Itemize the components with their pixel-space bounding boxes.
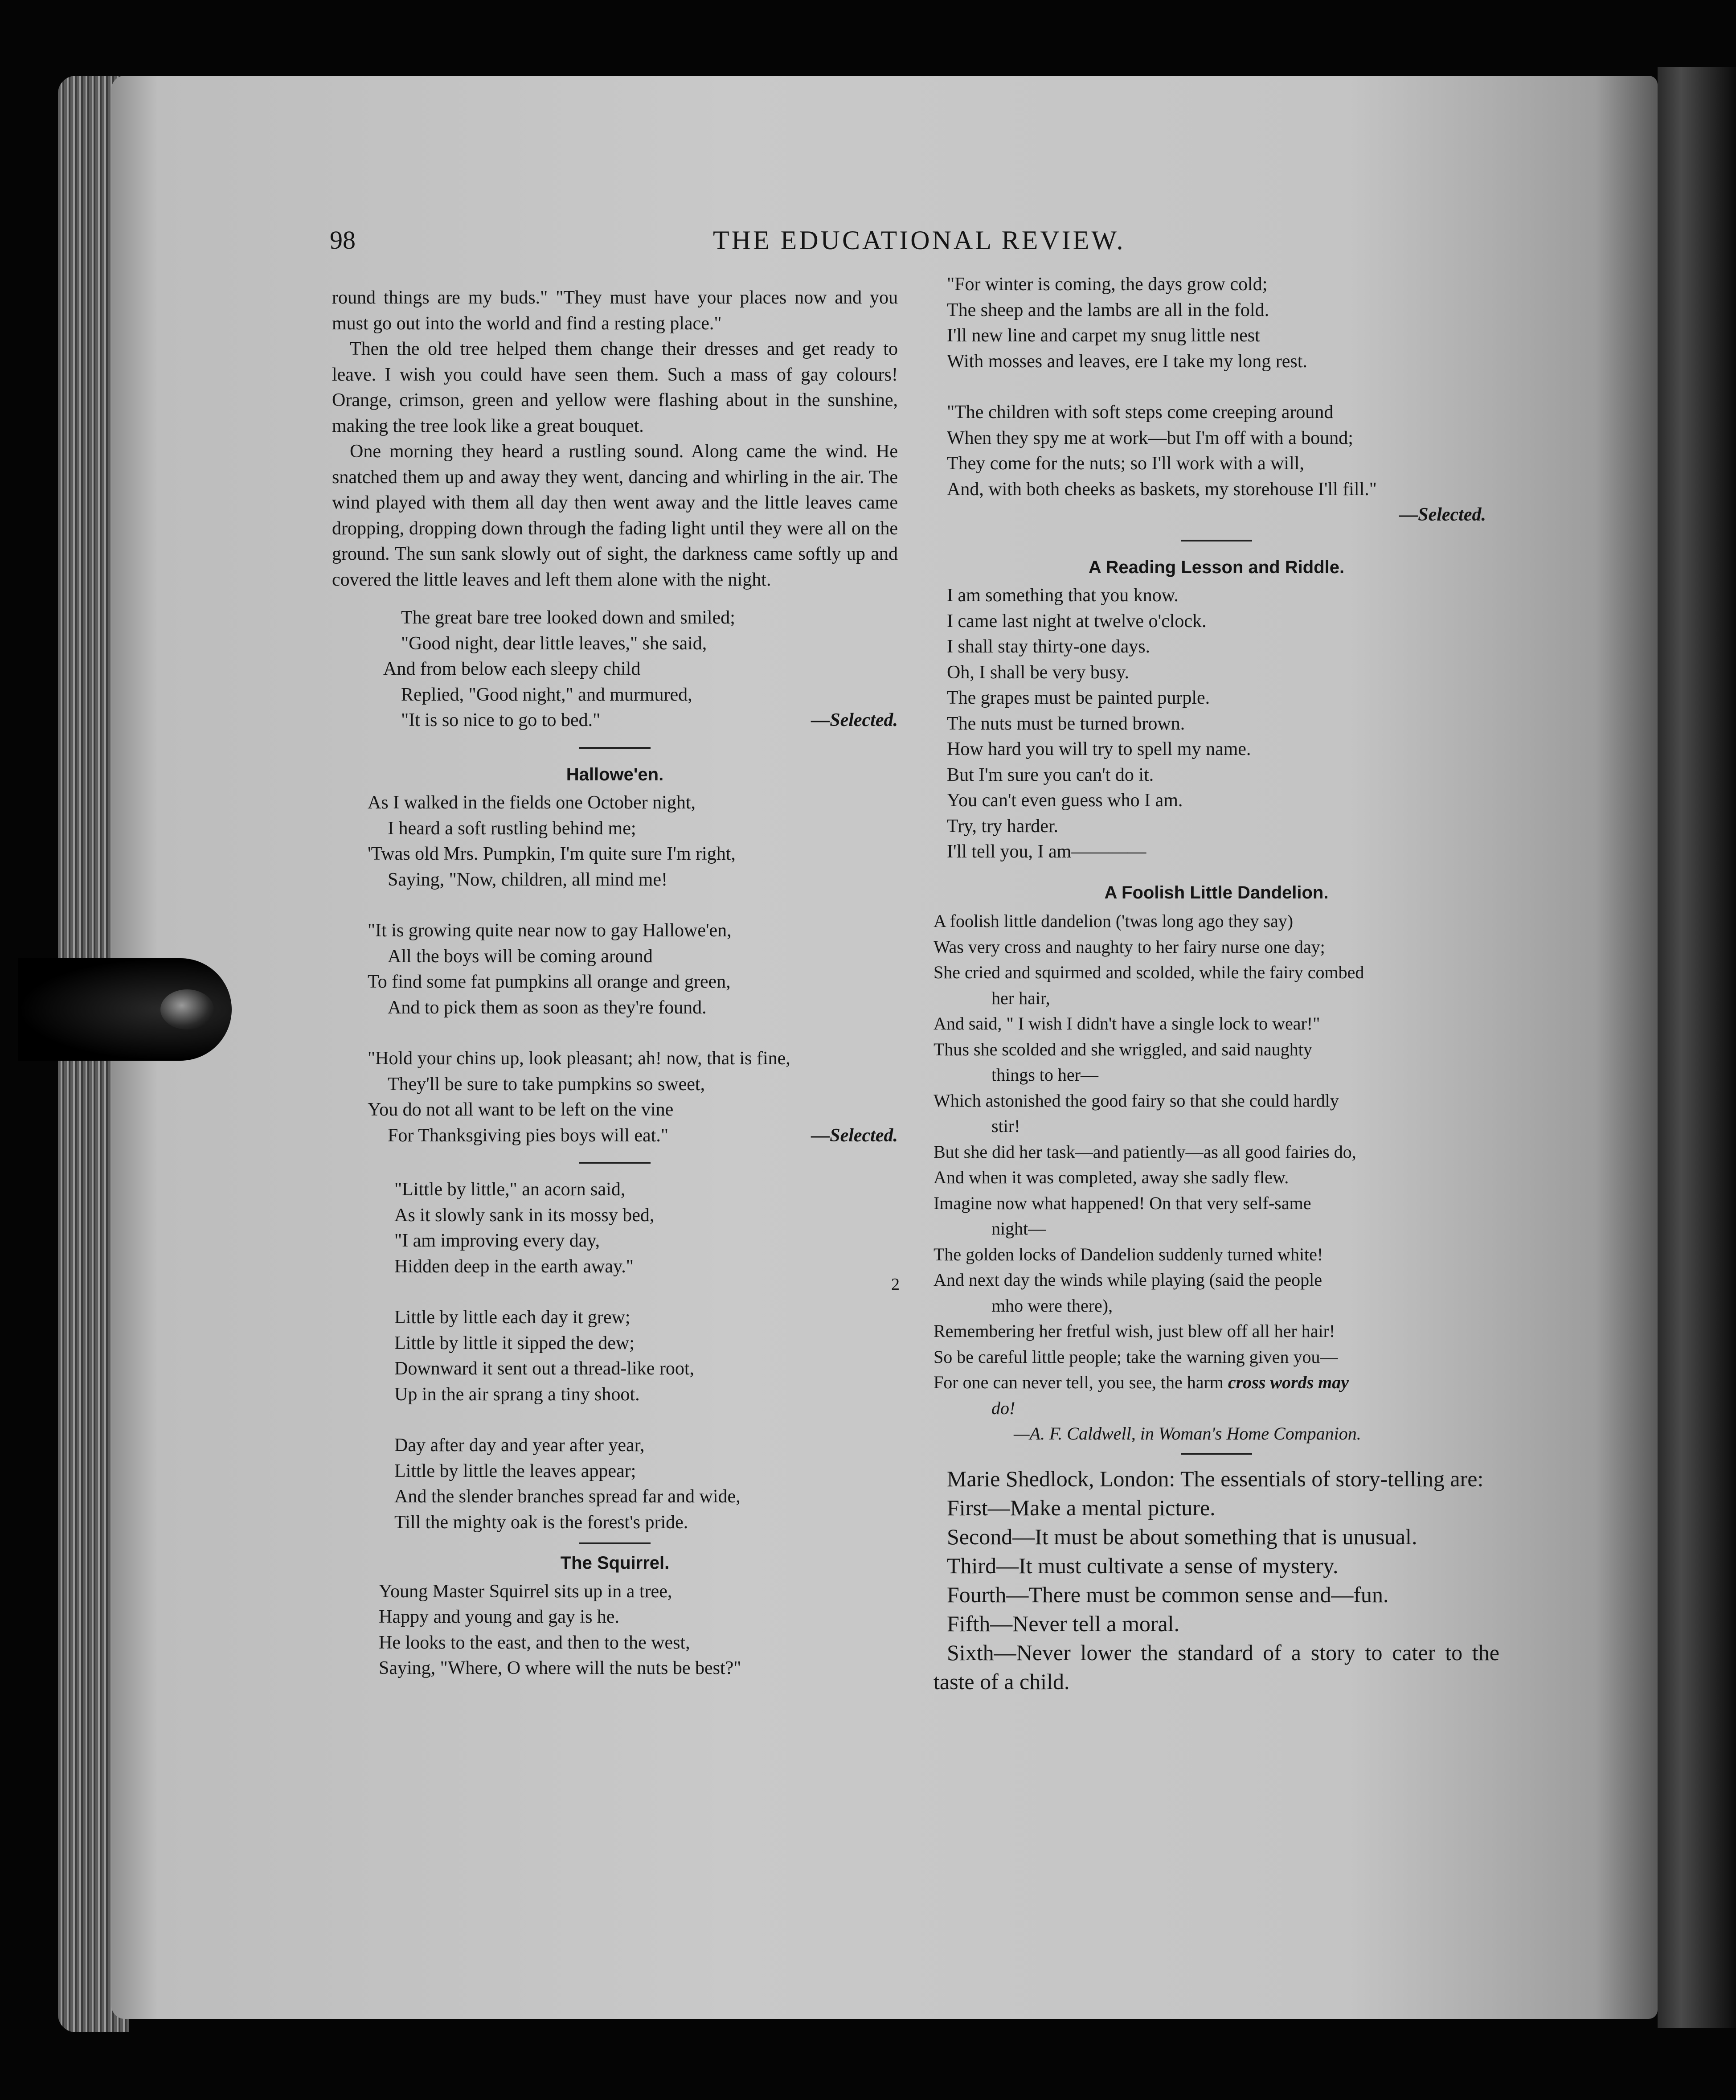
section-heading: The Squirrel.	[560, 1553, 670, 1573]
verse-line: mho were there),	[991, 1295, 1113, 1316]
verse-line: He looks to the east, and then to the west,	[379, 1632, 690, 1653]
verse-line: Saying, "Now, children, all mind me!	[388, 869, 667, 890]
verse-line: And next day the winds while playing (said the people	[934, 1270, 1322, 1290]
verse-line: Was very cross and naughty to her fairy nurse one day;	[934, 936, 1325, 957]
verse-line: Saying, "Where, O where will the nuts be best?"	[379, 1658, 741, 1678]
left-column	[332, 285, 898, 1682]
essay-intro: Marie Shedlock, London: The essentials of story-telling are:	[947, 1466, 1484, 1491]
verse-line: I shall stay thirty-one days.	[947, 636, 1151, 657]
verse-line: And to pick them as soon as they're found.	[388, 997, 707, 1018]
verse-line: You can't even guess who I am.	[947, 790, 1183, 811]
section-divider	[579, 1162, 651, 1164]
essay-point: Second—It must be about something that is unusual.	[947, 1524, 1417, 1549]
verse-line: You do not all want to be left on the vine	[368, 1099, 674, 1120]
section-heading: A Foolish Little Dandelion.	[1104, 882, 1329, 902]
attribution: —Selected.	[811, 1125, 898, 1146]
section-divider	[1181, 1453, 1252, 1455]
verse-line: Up in the air sprang a tiny shoot.	[394, 1384, 640, 1405]
tree-verse	[332, 605, 898, 734]
verse-line: things to her—	[991, 1065, 1098, 1085]
intro-paragraph: One morning they heard a rustling sound. Along came the wind. He snatched them up and away they went, dancing and whirling in the air. The wind played with them all day then went away and the little leaves came dropping, dropping down through the fading light until they were all on the ground. The sun sank slowly out of sight, the darkness came softly up and covered the little leaves and left them alone with the night.	[332, 441, 898, 590]
verse-line: Little by little it sipped the dew;	[394, 1333, 635, 1354]
story-telling-essay	[934, 1464, 1499, 1696]
verse-line: And, with both cheeks as baskets, my storehouse I'll fill."	[947, 479, 1377, 500]
verse-line: I came last night at twelve o'clock.	[947, 611, 1207, 632]
essay-point: Third—It must cultivate a sense of mystery.	[947, 1553, 1339, 1578]
intro-paragraph: round things are my buds." "They must have your places now and you must go out into the world and find a resting place."	[332, 287, 898, 334]
verse-line: do!	[991, 1398, 1015, 1418]
essay-point: Fourth—There must be common sense and—fun.	[947, 1582, 1389, 1607]
verse-line: A foolish little dandelion ('twas long ago they say)	[934, 911, 1294, 931]
verse-line: Young Master Squirrel sits up in a tree,	[379, 1581, 672, 1602]
verse-line: I'll tell you, I am————	[947, 841, 1146, 862]
verse-line: As I walked in the fields one October night,	[368, 792, 696, 813]
verse-line: And said, " I wish I didn't have a single lock to wear!"	[934, 1013, 1320, 1034]
verse-line: All the boys will be coming around	[388, 946, 653, 967]
attribution: —Selected.	[811, 710, 898, 730]
verse-line: "For winter is coming, the days grow cold;	[947, 274, 1268, 295]
section-divider	[579, 747, 651, 749]
verse-line: 'Twas old Mrs. Pumpkin, I'm quite sure I'm right,	[368, 844, 736, 864]
verse-line: Hidden deep in the earth away."	[394, 1256, 634, 1277]
running-head: THE EDUCATIONAL REVIEW.	[713, 226, 1126, 255]
verse-line	[934, 1370, 1499, 1395]
verse-line: The great bare tree looked down and smiled;	[401, 607, 735, 628]
verse-line: Remembering her fretful wish, just blew off all her hair!	[934, 1321, 1335, 1341]
verse-line: Replied, "Good night," and murmured,	[401, 684, 692, 705]
verse-line: And when it was completed, away she sadly flew.	[934, 1167, 1289, 1187]
verse-line: Try, try harder.	[947, 816, 1059, 837]
verse-line: Which astonished the good fairy so that she could hardly	[934, 1090, 1339, 1111]
acorn-verse	[332, 1177, 898, 1535]
verse-line: They come for the nuts; so I'll work with a will,	[947, 453, 1304, 474]
verse-line: I heard a soft rustling behind me;	[388, 818, 636, 839]
riddle-lines	[934, 583, 1499, 865]
section-divider	[579, 1542, 651, 1544]
right-column	[934, 272, 1499, 1696]
verse-line: How hard you will try to spell my name.	[947, 739, 1251, 759]
page-number: 98	[330, 226, 356, 254]
margin-number: 2	[891, 1275, 900, 1294]
verse-line: The golden locks of Dandelion suddenly turned white!	[934, 1244, 1323, 1264]
squirrel-verse	[332, 1579, 898, 1682]
verse-line: "Little by little," an acorn said,	[394, 1179, 626, 1200]
verse-line: I'll new line and carpet my snug little nest	[947, 325, 1260, 346]
verse-line: Oh, I shall be very busy.	[947, 662, 1130, 683]
facing-page-edge	[1658, 67, 1736, 2028]
section-heading: A Reading Lesson and Riddle.	[1088, 557, 1345, 577]
verse-line: And from below each sleepy child	[383, 659, 641, 679]
verse-line: "The children with soft steps come creeping around	[947, 402, 1334, 422]
verse-line: And the slender branches spread far and wide,	[394, 1486, 741, 1507]
verse-line: "It is so nice to go to bed."	[401, 710, 601, 730]
verse-line: her hair,	[991, 988, 1050, 1008]
section-divider	[1181, 540, 1252, 541]
verse-line-start: For one can never tell, you see, the harm	[934, 1372, 1228, 1392]
verse-line: Little by little each day it grew;	[394, 1307, 631, 1328]
verse-line: For Thanksgiving pies boys will eat."	[388, 1125, 668, 1146]
halloween-verse	[332, 790, 898, 1148]
verse-line: The grapes must be painted purple.	[947, 688, 1210, 708]
verse-line: The nuts must be turned brown.	[947, 713, 1185, 734]
page-header	[330, 225, 1533, 265]
verse-line: Day after day and year after year,	[394, 1435, 645, 1456]
verse-line: night—	[991, 1218, 1046, 1239]
verse-line: I am something that you know.	[947, 585, 1179, 606]
section-heading: Hallowe'en.	[566, 764, 664, 784]
verse-line: Happy and young and gay is he.	[379, 1607, 620, 1627]
essay-point: Sixth—Never lower the standard of a story to cater to the taste of a child.	[934, 1640, 1499, 1694]
verse-line: Till the mighty oak is the forest's pride.	[394, 1512, 688, 1533]
verse-line: "Hold your chins up, look pleasant; ah! now, that is fine,	[368, 1048, 790, 1069]
verse-line: "Good night, dear little leaves," she said,	[401, 633, 707, 654]
verse-line-with-attribution	[332, 708, 898, 734]
verse-line: stir!	[991, 1116, 1020, 1136]
intro-paragraph: Then the old tree helped them change their dresses and get ready to leave. I wish you could have seen them. Such a mass of gay colours! Orange, crimson, green and yellow were flashing about in the sunshine, making the tree look like a great bouquet.	[332, 339, 898, 436]
dandelion-verse	[934, 908, 1499, 1447]
verse-line: They'll be sure to take pumpkins so sweet,	[388, 1074, 705, 1095]
verse-line: With mosses and leaves, ere I take my long rest.	[947, 351, 1307, 372]
verse-line: But I'm sure you can't do it.	[947, 764, 1154, 785]
verse-line: Thus she scolded and she wriggled, and said naughty	[934, 1039, 1312, 1059]
essay-point: Fifth—Never tell a moral.	[947, 1611, 1180, 1636]
attribution: —Selected.	[1399, 504, 1486, 525]
verse-line: "It is growing quite near now to gay Hallowe'en,	[368, 920, 732, 941]
verse-line: Downward it sent out a thread-like root,	[394, 1358, 694, 1379]
verse-line-with-attribution	[332, 1123, 898, 1149]
verse-line: She cried and squirmed and scolded, while the fairy combed	[934, 962, 1364, 982]
verse-line: But she did her task—and patiently—as all good fairies do,	[934, 1141, 1356, 1162]
book-clip	[18, 958, 232, 1061]
squirrel-verse-continued	[934, 272, 1499, 528]
verse-line: Imagine now what happened! On that very self-same	[934, 1193, 1311, 1213]
verse-line: Little by little the leaves appear;	[394, 1460, 636, 1481]
verse-line: When they spy me at work—but I'm off with a bound;	[947, 427, 1353, 448]
essay-point: First—Make a mental picture.	[947, 1495, 1216, 1520]
verse-line: So be careful little people; take the warning given you—	[934, 1346, 1338, 1367]
verse-line: As it slowly sank in its mossy bed,	[394, 1205, 655, 1226]
verse-line-italic: cross words may	[1228, 1372, 1349, 1392]
verse-line: The sheep and the lambs are all in the fold.	[947, 299, 1269, 320]
attribution: —A. F. Caldwell, in Woman's Home Companion.	[1014, 1423, 1361, 1444]
verse-line: "I am improving every day,	[394, 1230, 600, 1251]
verse-line: To find some fat pumpkins all orange and green,	[368, 972, 731, 992]
